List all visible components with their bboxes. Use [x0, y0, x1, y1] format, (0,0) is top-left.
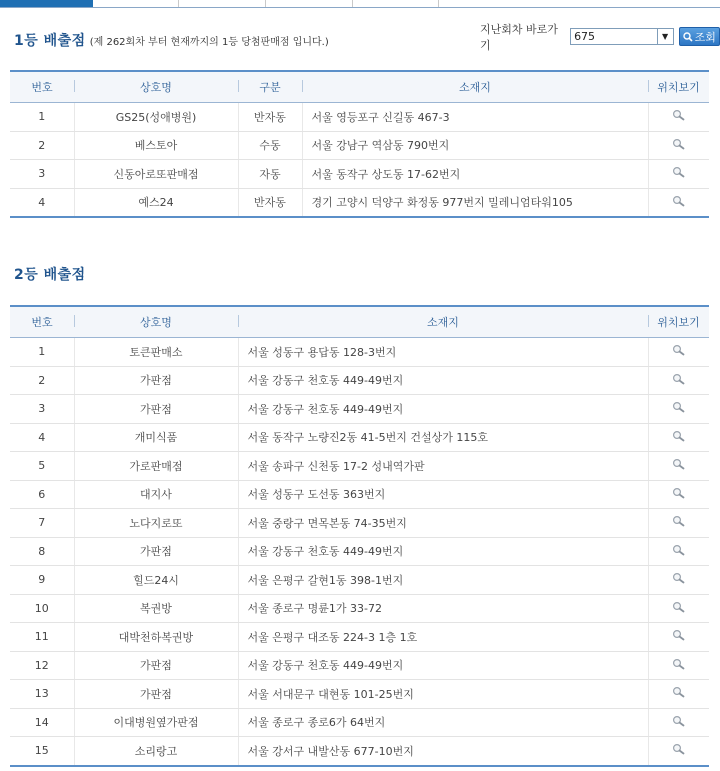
store-name: 개미식품: [74, 423, 238, 452]
magnifier-icon[interactable]: [672, 743, 686, 755]
top-tab-strip: [0, 0, 720, 8]
search-icon: [683, 32, 693, 42]
location-view-cell[interactable]: [648, 480, 709, 509]
col-number: 번호: [10, 306, 74, 338]
row-number: 11: [10, 623, 74, 652]
store-name: 예스24: [74, 188, 238, 217]
row-number: 13: [10, 680, 74, 709]
location-view-cell[interactable]: [648, 737, 709, 766]
row-number: 1: [10, 103, 74, 132]
row-number: 1: [10, 338, 74, 367]
store-name: 이대병원옆가판점: [74, 708, 238, 737]
location-view-cell[interactable]: [648, 594, 709, 623]
row-number: 10: [10, 594, 74, 623]
table-row: [10, 103, 709, 132]
magnifier-icon[interactable]: [672, 430, 686, 442]
store-address: 서울 은평구 대조동 224-3 1층 1호: [238, 623, 648, 652]
store-address: 서울 강서구 내발산동 677-10번지: [238, 737, 648, 766]
store-address: 서울 종로구 명륜1가 33-72: [238, 594, 648, 623]
row-number: 3: [10, 160, 74, 189]
table-row: [10, 452, 709, 481]
store-name: 가판점: [74, 651, 238, 680]
store-address: 서울 강동구 천호동 449-49번지: [238, 537, 648, 566]
store-address: 서울 송파구 신천동 17-2 성내역가판: [238, 452, 648, 481]
store-address: 서울 성동구 용답동 128-3번지: [238, 338, 648, 367]
magnifier-icon[interactable]: [672, 601, 686, 613]
magnifier-icon[interactable]: [672, 715, 686, 727]
table-row: [10, 480, 709, 509]
table-row: [10, 594, 709, 623]
purchase-type: 수동: [238, 131, 302, 160]
row-number: 2: [10, 366, 74, 395]
store-name: 가판점: [74, 680, 238, 709]
table-header-row: [10, 306, 709, 338]
store-address: 서울 영등포구 신길동 467-3: [302, 103, 648, 132]
location-view-cell[interactable]: [648, 131, 709, 160]
col-address: 소재지: [238, 306, 648, 338]
table-row: [10, 737, 709, 766]
row-number: 15: [10, 737, 74, 766]
section1-heading: 1등 배출점: [14, 33, 86, 49]
row-number: 7: [10, 509, 74, 538]
location-view-cell[interactable]: [648, 537, 709, 566]
section1-note: (제 262회차 부터 현재까지의 1등 당첨판매점 입니다.): [89, 37, 329, 48]
table-row: [10, 680, 709, 709]
magnifier-icon[interactable]: [672, 195, 686, 207]
store-name: 토큰판매소: [74, 338, 238, 367]
first-prize-table: [10, 70, 709, 218]
magnifier-icon[interactable]: [672, 373, 686, 385]
magnifier-icon[interactable]: [672, 572, 686, 584]
magnifier-icon[interactable]: [672, 629, 686, 641]
table-row: [10, 509, 709, 538]
row-number: 6: [10, 480, 74, 509]
table-row: [10, 188, 709, 217]
location-view-cell[interactable]: [648, 395, 709, 424]
tab[interactable]: [438, 0, 440, 7]
second-prize-table: [10, 305, 709, 767]
location-view-cell[interactable]: [648, 623, 709, 652]
location-view-cell[interactable]: [648, 680, 709, 709]
location-view-cell[interactable]: [648, 338, 709, 367]
row-number: 9: [10, 566, 74, 595]
section1-title: [14, 30, 329, 50]
table-row: [10, 708, 709, 737]
store-name: 복권방: [74, 594, 238, 623]
store-address: 서울 강동구 천호동 449-49번지: [238, 366, 648, 395]
store-name: 베스토아: [74, 131, 238, 160]
store-name: 대박천하복권방: [74, 623, 238, 652]
tab[interactable]: [265, 0, 353, 7]
location-view-cell[interactable]: [648, 452, 709, 481]
location-view-cell[interactable]: [648, 366, 709, 395]
location-view-cell[interactable]: [648, 188, 709, 217]
row-number: 8: [10, 537, 74, 566]
magnifier-icon[interactable]: [672, 401, 686, 413]
store-address: 서울 강동구 천호동 449-49번지: [238, 651, 648, 680]
table-header-row: [10, 71, 709, 103]
row-number: 4: [10, 423, 74, 452]
store-name: 힐드24시: [74, 566, 238, 595]
location-view-cell[interactable]: [648, 708, 709, 737]
round-jump-label: 지난회차 바로가기: [480, 22, 558, 52]
store-name: 소리랑고: [74, 737, 238, 766]
store-name: 가판점: [74, 395, 238, 424]
location-view-cell[interactable]: [648, 103, 709, 132]
table-row: [10, 160, 709, 189]
purchase-type: 반자동: [238, 103, 302, 132]
table-row: [10, 131, 709, 160]
magnifier-icon[interactable]: [672, 166, 686, 178]
store-name: GS25(성애병원): [74, 103, 238, 132]
store-address: 서울 은평구 갈현1동 398-1번지: [238, 566, 648, 595]
col-address: 소재지: [302, 71, 648, 103]
table-row: [10, 338, 709, 367]
col-store-name: 상호명: [74, 306, 238, 338]
row-number: 2: [10, 131, 74, 160]
search-button[interactable]: [679, 27, 720, 46]
magnifier-icon[interactable]: [672, 686, 686, 698]
col-store-name: 상호명: [74, 71, 238, 103]
col-location: 위치보기: [648, 306, 709, 338]
magnifier-icon[interactable]: [672, 658, 686, 670]
store-name: 대지사: [74, 480, 238, 509]
row-number: 3: [10, 395, 74, 424]
location-view-cell[interactable]: [648, 566, 709, 595]
store-address: 서울 강남구 역삼동 790번지: [302, 131, 648, 160]
section2-title: 2등 배출점: [14, 267, 86, 283]
round-select-value: 675: [574, 30, 596, 43]
store-address: 서울 중랑구 면목본동 74-35번지: [238, 509, 648, 538]
location-view-cell[interactable]: [648, 423, 709, 452]
store-name: 가판점: [74, 537, 238, 566]
col-number: 번호: [10, 71, 74, 103]
magnifier-icon[interactable]: [672, 515, 686, 527]
store-address: 서울 서대문구 대현동 101-25번지: [238, 680, 648, 709]
location-view-cell[interactable]: [648, 160, 709, 189]
tab[interactable]: [352, 0, 439, 7]
location-view-cell[interactable]: [648, 509, 709, 538]
table-row: [10, 623, 709, 652]
magnifier-icon[interactable]: [672, 544, 686, 556]
col-location: 위치보기: [648, 71, 709, 103]
store-name: 신동아로또판매점: [74, 160, 238, 189]
magnifier-icon[interactable]: [672, 487, 686, 499]
table-row: [10, 566, 709, 595]
store-address: 서울 종로구 종로6가 64번지: [238, 708, 648, 737]
round-jump: [480, 22, 720, 52]
magnifier-icon[interactable]: [672, 138, 686, 150]
row-number: 14: [10, 708, 74, 737]
row-number: 5: [10, 452, 74, 481]
table-row: [10, 537, 709, 566]
table-row: [10, 423, 709, 452]
magnifier-icon[interactable]: [672, 109, 686, 121]
search-button-label: 조회: [694, 30, 716, 44]
store-name: 노다지로또: [74, 509, 238, 538]
tab-active[interactable]: [0, 0, 93, 7]
chevron-down-icon[interactable]: ▼: [657, 29, 673, 44]
store-address: 경기 고양시 덕양구 화정동 977번지 밀레니엄타워105: [302, 188, 648, 217]
store-address: 서울 동작구 상도동 17-62번지: [302, 160, 648, 189]
magnifier-icon[interactable]: [672, 458, 686, 470]
table-row: [10, 395, 709, 424]
magnifier-icon[interactable]: [672, 344, 686, 356]
purchase-type: 자동: [238, 160, 302, 189]
round-select[interactable]: [570, 28, 674, 45]
table-row: [10, 651, 709, 680]
tab[interactable]: [178, 0, 266, 7]
col-type: 구분: [238, 71, 302, 103]
store-name: 가판점: [74, 366, 238, 395]
store-address: 서울 동작구 노량진2동 41-5번지 건설상가 115호: [238, 423, 648, 452]
store-address: 서울 성동구 도선동 363번지: [238, 480, 648, 509]
row-number: 12: [10, 651, 74, 680]
store-address: 서울 강동구 천호동 449-49번지: [238, 395, 648, 424]
store-name: 가로판매점: [74, 452, 238, 481]
location-view-cell[interactable]: [648, 651, 709, 680]
purchase-type: 반자동: [238, 188, 302, 217]
row-number: 4: [10, 188, 74, 217]
table-row: [10, 366, 709, 395]
